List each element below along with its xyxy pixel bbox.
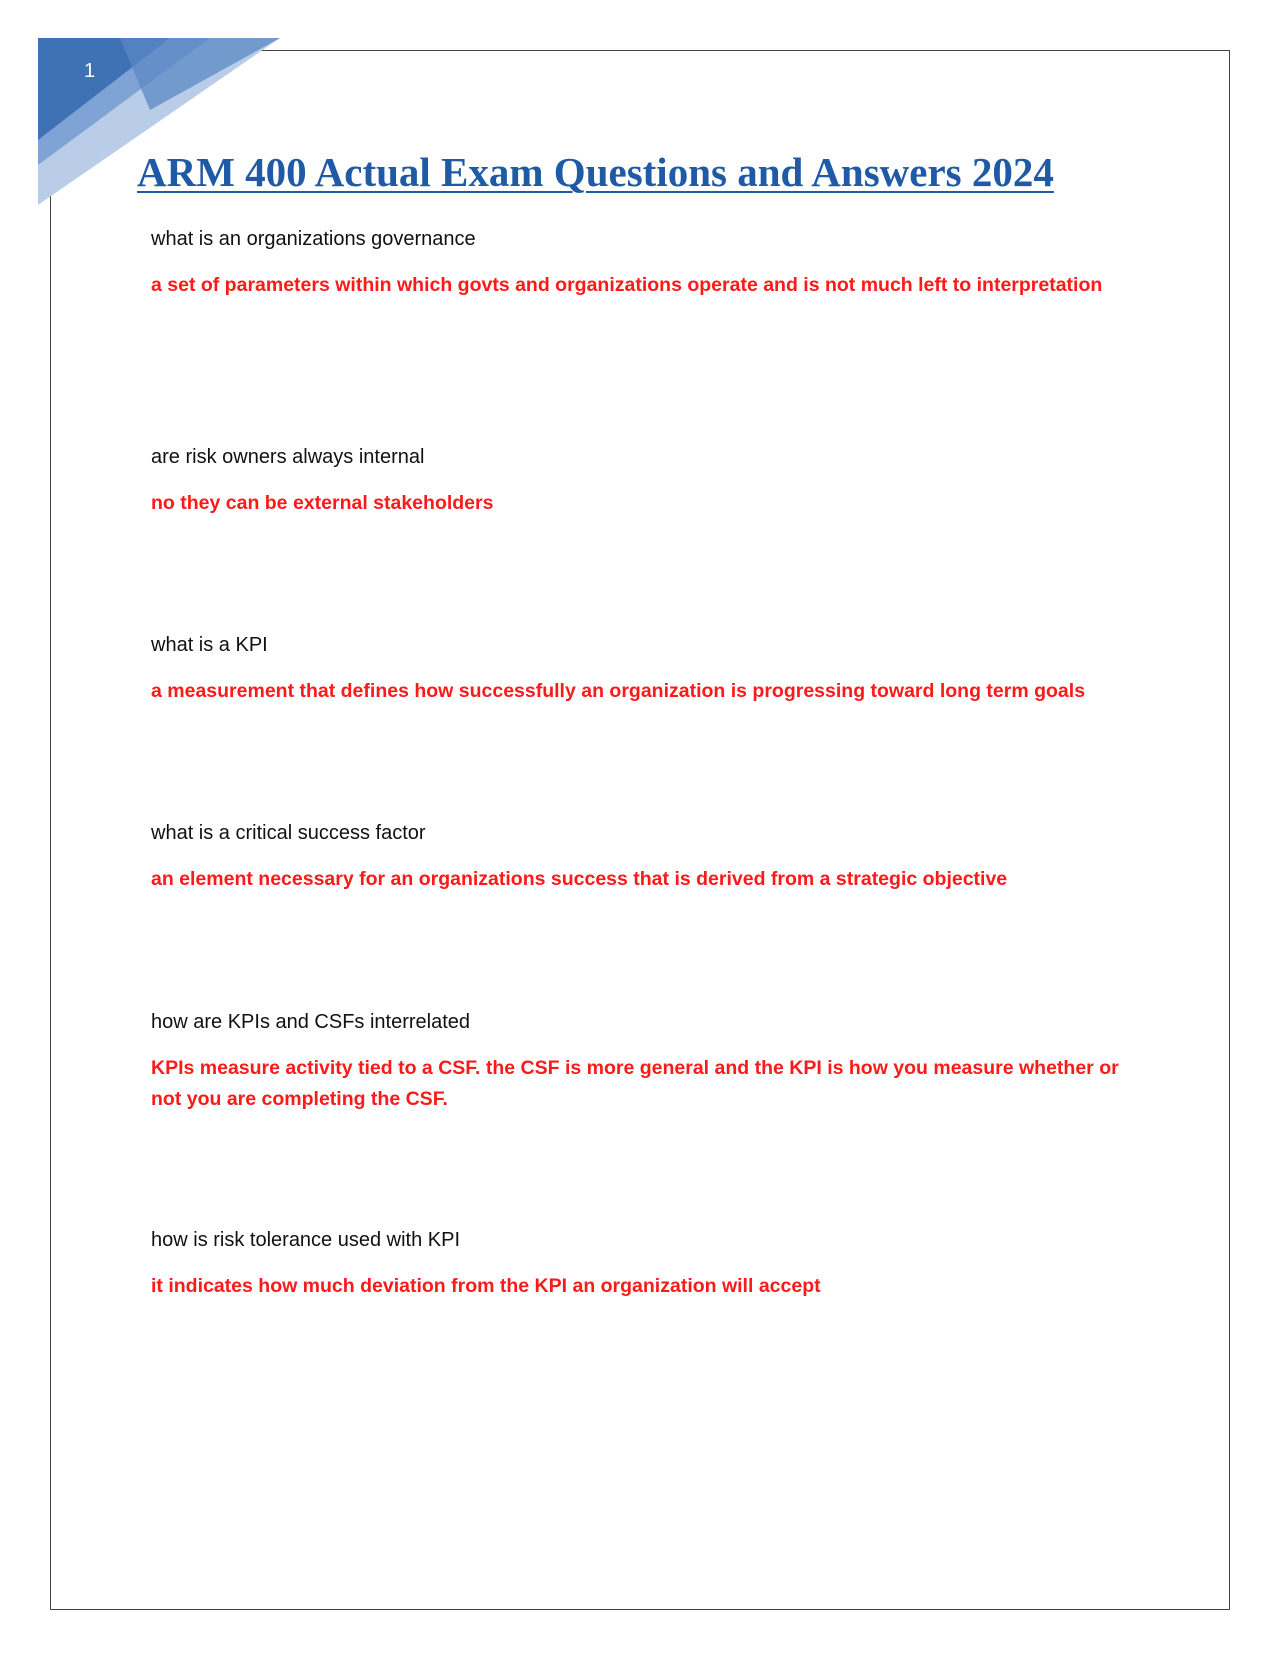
document-title: ARM 400 Actual Exam Questions and Answers 2024 — [137, 149, 1054, 195]
answer-text: a measurement that defines how successfully an organization is progressing toward long term goals — [151, 680, 1086, 702]
page-number: 1 — [84, 60, 96, 82]
qa-item-3 — [151, 630, 1131, 707]
question-text: how are KPIs and CSFs interrelated — [151, 1011, 471, 1033]
qa-item-4 — [151, 818, 1131, 895]
qa-item-1 — [151, 224, 1131, 301]
answer-text: no they can be external stakeholders — [151, 492, 494, 514]
qa-item-5 — [151, 1007, 1131, 1115]
answer-text: a set of parameters within which govts and organizations operate and is not much left to interpretation — [151, 274, 1103, 296]
question-text: how is risk tolerance used with KPI — [151, 1229, 461, 1251]
answer-text: it indicates how much deviation from the KPI an organization will accept — [151, 1275, 821, 1297]
answer-text: an element necessary for an organizations success that is derived from a strategic objective — [151, 868, 1008, 890]
question-text: are risk owners always internal — [151, 446, 425, 468]
answer-text: KPIs measure activity tied to a CSF. the CSF is more general and the KPI is how you measure whether or not you are completing the CSF. — [151, 1057, 1119, 1110]
qa-item-2 — [151, 442, 1131, 519]
question-text: what is an organizations governance — [151, 228, 476, 250]
question-text: what is a KPI — [151, 634, 268, 656]
qa-item-6 — [151, 1225, 1131, 1302]
question-text: what is a critical success factor — [151, 822, 426, 844]
